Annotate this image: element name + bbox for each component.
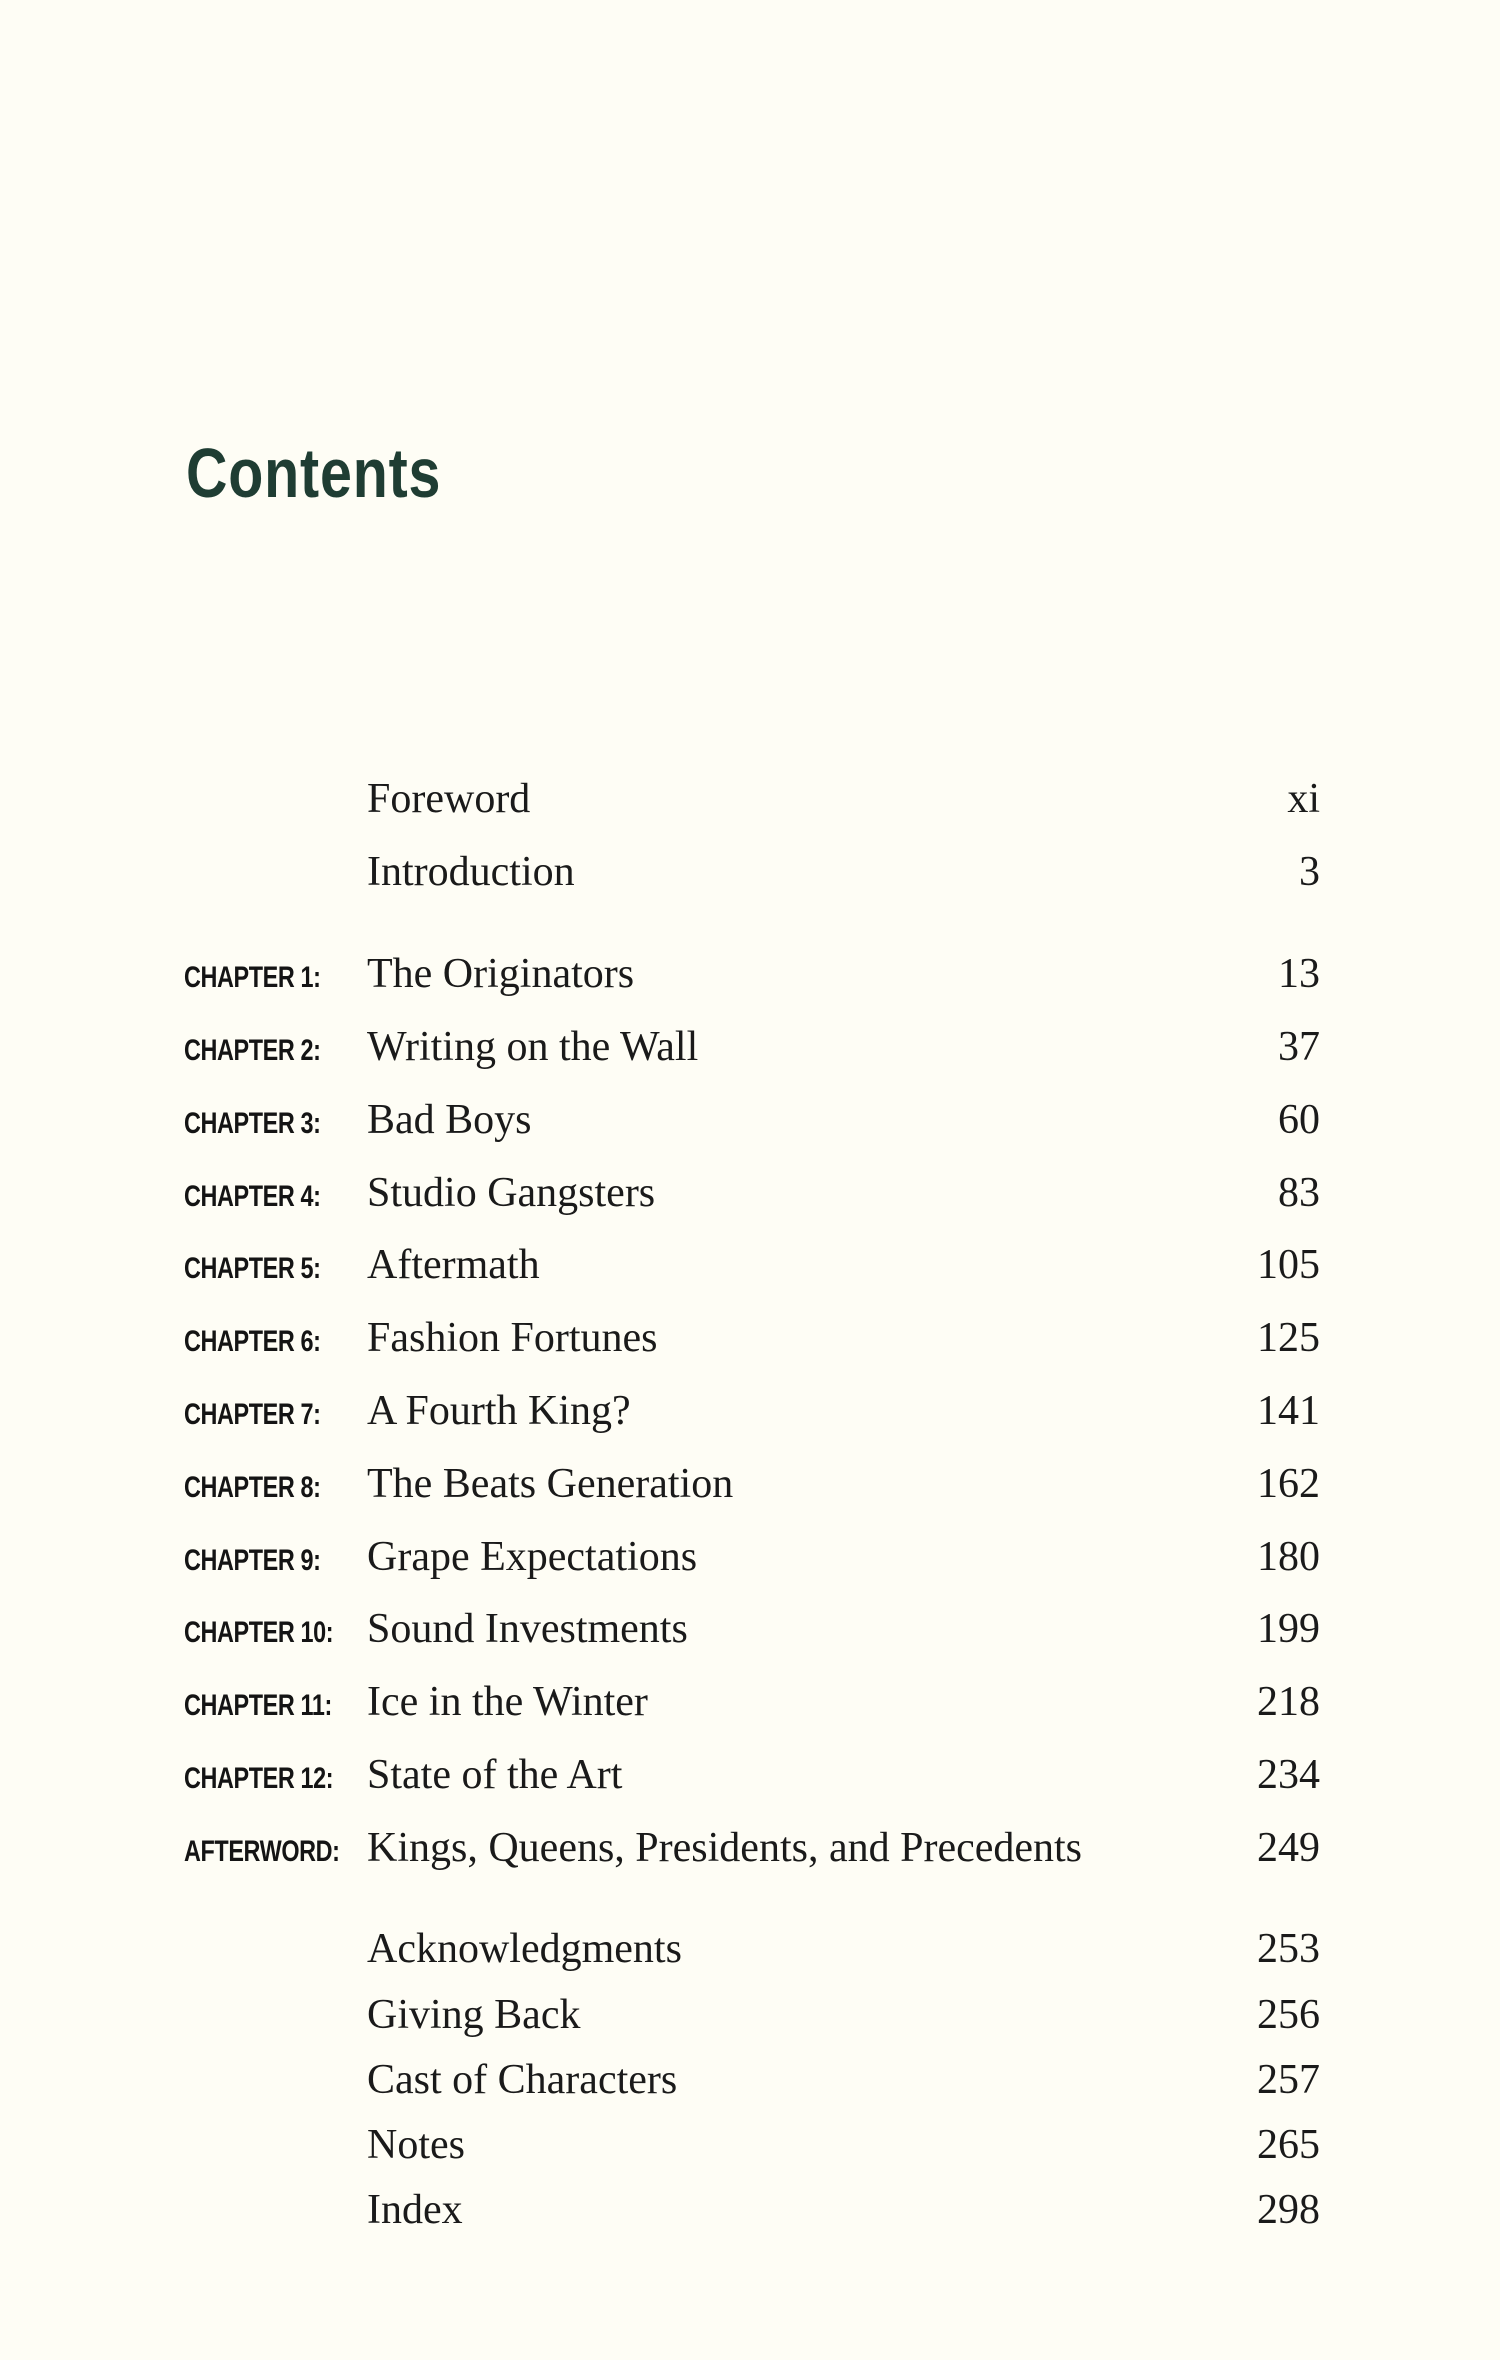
entry-title: Fashion Fortunes [367, 1315, 658, 1361]
toc-entry-chapter-10[interactable] [0, 1600, 1500, 1660]
toc-entry-chapter-8[interactable] [0, 1455, 1500, 1515]
chapter-label: CHAPTER 7: [184, 1398, 321, 1431]
entry-title: Bad Boys [367, 1097, 532, 1143]
toc-entry-acknowledgments[interactable] [0, 1920, 1500, 1980]
entry-title: A Fourth King? [367, 1388, 631, 1434]
chapter-label: CHAPTER 6: [184, 1325, 321, 1358]
entry-page-number: 60 [1278, 1097, 1320, 1143]
chapter-label: CHAPTER 2: [184, 1034, 321, 1067]
toc-entry-notes[interactable] [0, 2116, 1500, 2176]
entry-page-number: 257 [1257, 2057, 1320, 2103]
entry-page-number: 83 [1278, 1170, 1320, 1216]
chapter-label: CHAPTER 11: [184, 1689, 332, 1722]
entry-page-number: 199 [1257, 1606, 1320, 1652]
entry-page-number: 256 [1257, 1992, 1320, 2038]
entry-title: Introduction [367, 849, 575, 895]
chapter-label: CHAPTER 3: [184, 1107, 321, 1140]
entry-page-number: xi [1287, 776, 1320, 822]
toc-entry-chapter-4[interactable] [0, 1164, 1500, 1224]
entry-page-number: 249 [1257, 1825, 1320, 1871]
entry-title: Grape Expectations [367, 1534, 698, 1580]
entry-title: Foreword [367, 776, 531, 822]
entry-title: Aftermath [367, 1242, 540, 1288]
entry-page-number: 218 [1257, 1679, 1320, 1725]
entry-title: Ice in the Winter [367, 1679, 648, 1725]
entry-page-number: 37 [1278, 1024, 1320, 1070]
toc-entry-chapter-5[interactable] [0, 1236, 1500, 1296]
toc-entry-chapter-1[interactable] [0, 945, 1500, 1005]
entry-page-number: 234 [1257, 1752, 1320, 1798]
entry-page-number: 180 [1257, 1534, 1320, 1580]
toc-entry-chapter-3[interactable] [0, 1091, 1500, 1151]
entry-page-number: 141 [1257, 1388, 1320, 1434]
toc-entry-index[interactable] [0, 2181, 1500, 2241]
chapter-label: AFTERWORD: [184, 1835, 340, 1868]
toc-entry-afterword[interactable] [0, 1819, 1500, 1879]
chapter-label: CHAPTER 8: [184, 1471, 321, 1504]
toc-entry-chapter-6[interactable] [0, 1309, 1500, 1369]
entry-title: Cast of Characters [367, 2057, 678, 2103]
entry-page-number: 298 [1257, 2187, 1320, 2233]
chapter-label: CHAPTER 5: [184, 1252, 321, 1285]
chapter-label: CHAPTER 4: [184, 1180, 321, 1213]
toc-entry-chapter-2[interactable] [0, 1018, 1500, 1078]
entry-page-number: 265 [1257, 2122, 1320, 2168]
entry-title: Sound Investments [367, 1606, 688, 1652]
entry-page-number: 125 [1257, 1315, 1320, 1361]
entry-title: Writing on the Wall [367, 1024, 699, 1070]
chapter-label: CHAPTER 12: [184, 1762, 334, 1795]
entry-title: The Originators [367, 951, 635, 997]
entry-page-number: 3 [1299, 849, 1320, 895]
chapter-label: CHAPTER 10: [184, 1616, 334, 1649]
toc-entry-chapter-9[interactable] [0, 1528, 1500, 1588]
entry-title: Kings, Queens, Presidents, and Precedents [367, 1825, 1083, 1871]
page-title: Contents [186, 434, 442, 512]
entry-title: Giving Back [367, 1992, 581, 2038]
entry-title: Studio Gangsters [367, 1170, 656, 1216]
chapter-label: CHAPTER 1: [184, 961, 321, 994]
toc-entry-foreword[interactable] [0, 770, 1500, 830]
toc-entry-chapter-7[interactable] [0, 1382, 1500, 1442]
chapter-label: CHAPTER 9: [184, 1544, 321, 1577]
toc-entry-chapter-12[interactable] [0, 1746, 1500, 1806]
toc-entry-cast-of-characters[interactable] [0, 2051, 1500, 2111]
toc-entry-giving-back[interactable] [0, 1986, 1500, 2046]
entry-title: Index [367, 2187, 463, 2233]
entry-title: State of the Art [367, 1752, 623, 1798]
toc-entry-chapter-11[interactable] [0, 1673, 1500, 1733]
entry-title: The Beats Generation [367, 1461, 734, 1507]
toc-entry-introduction[interactable] [0, 843, 1500, 903]
entry-title: Acknowledgments [367, 1926, 682, 1972]
entry-page-number: 162 [1257, 1461, 1320, 1507]
entry-page-number: 13 [1278, 951, 1320, 997]
entry-page-number: 105 [1257, 1242, 1320, 1288]
entry-title: Notes [367, 2122, 465, 2168]
entry-page-number: 253 [1257, 1926, 1320, 1972]
